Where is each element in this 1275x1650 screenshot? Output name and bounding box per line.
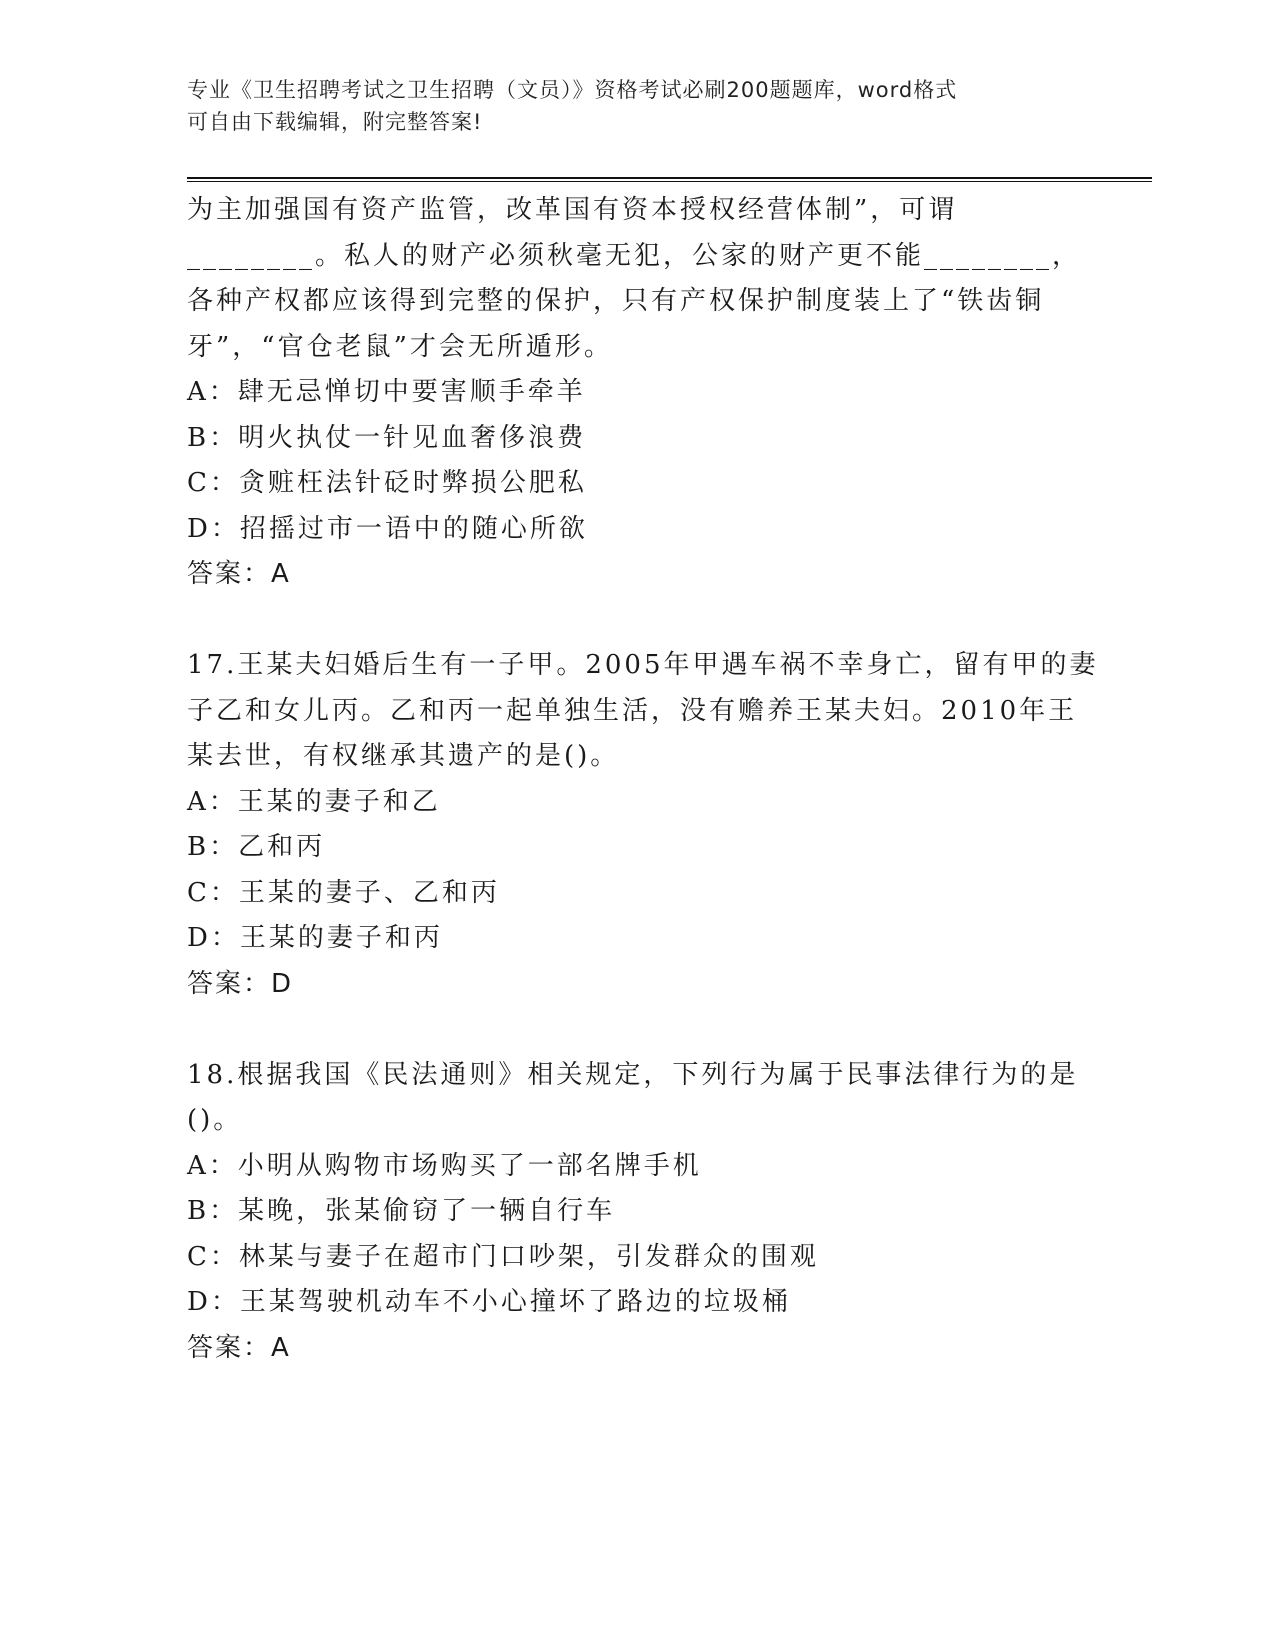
option-c: C：林某与妻子在超市门口吵架，引发群众的围观 [187, 1241, 819, 1272]
option-b: B：明火执仗一针见血奢侈浪费 [187, 422, 587, 453]
spacer [187, 1007, 1087, 1053]
option-a: A：小明从购物市场购买了一部名牌手机 [187, 1150, 702, 1181]
option-d: D：招摇过市一语中的随心所欲 [187, 513, 588, 544]
question-text-line: 为主加强国有资产监管，改革国有资本授权经营体制”，可谓 [187, 195, 958, 225]
question-17 [187, 643, 1099, 1007]
question-continuation [187, 188, 1087, 598]
header-divider [187, 177, 1152, 182]
option-a: A：肆无忌惮切中要害顺手牵羊 [187, 377, 586, 407]
question-text-line: 牙”，“官仓老鼠”才会无所遁形。 [187, 331, 613, 362]
spacer [187, 598, 1087, 644]
option-a: A：王某的妻子和乙 [187, 786, 441, 817]
answer-line: 答案：D [187, 968, 294, 999]
page-header [187, 74, 1087, 138]
answer-line: 答案：A [187, 1332, 291, 1363]
header-line-2: 可自由下载编辑，附完整答案! [187, 110, 483, 134]
question-18 [187, 1053, 1087, 1372]
option-b: B：某晚，张某偷窃了一辆自行车 [187, 1196, 616, 1226]
question-text-line: 17.王某夫妇婚后生有一子甲。2005年甲遇车祸不幸身亡，留有甲的妻 [187, 650, 1099, 680]
question-text-line: ()。 [187, 1105, 243, 1135]
header-line-1: 专业《卫生招聘考试之卫生招聘（文员）》资格考试必刷200题题库，word格式 [187, 78, 958, 102]
option-c: C：贪赃枉法针砭时弊损公肥私 [187, 468, 587, 498]
question-text-line: 各种产权都应该得到完整的保护，只有产权保护制度装上了“铁齿铜 [187, 286, 1045, 316]
question-text-line: 18.根据我国《民法通则》相关规定，下列行为属于民事法律行为的是 [187, 1059, 1079, 1090]
option-d: D：王某驾驶机动车不小心撞坏了路边的垃圾桶 [187, 1287, 791, 1317]
option-d: D：王某的妻子和丙 [187, 923, 443, 953]
option-b: B：乙和丙 [187, 832, 326, 862]
question-text-line: 子乙和女儿丙。乙和丙一起单独生活，没有赡养王某夫妇。2010年王 [187, 695, 1078, 726]
question-text-line: 某去世，有权继承其遗产的是()。 [187, 741, 620, 771]
question-text-line: ________。私人的财产必须秋毫无犯，公家的财产更不能________， [187, 240, 1082, 271]
option-c: C：王某的妻子、乙和丙 [187, 877, 500, 908]
answer-line: 答案：A [187, 559, 291, 589]
document-body [187, 188, 1099, 1371]
